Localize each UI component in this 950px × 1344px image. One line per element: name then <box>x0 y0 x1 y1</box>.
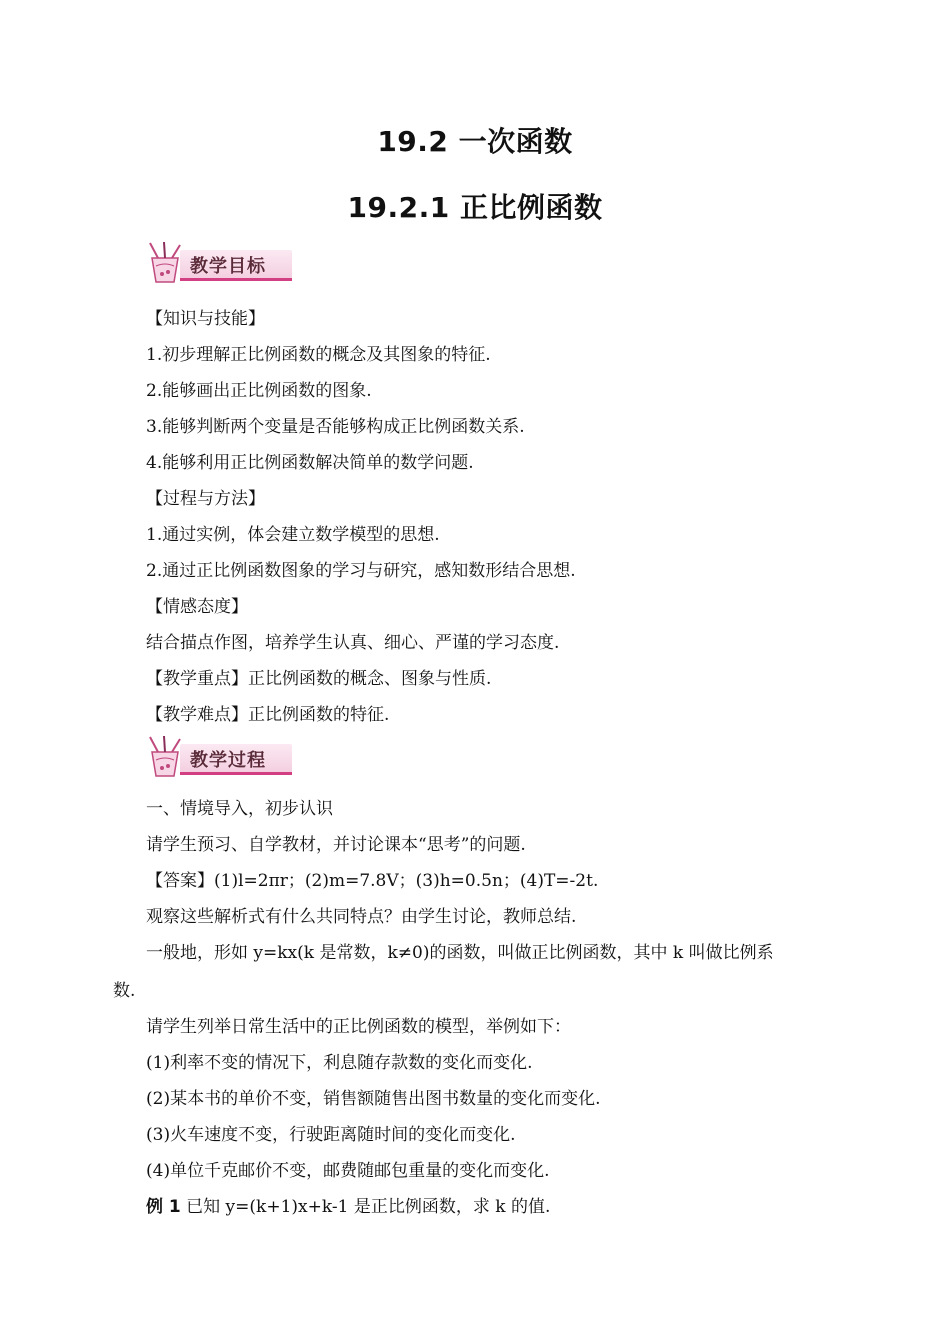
example-1 <box>146 1196 550 1218</box>
example-item: (1)利率不变的情况下，利息随存款数的变化而变化. <box>146 1053 533 1073</box>
section-title: 19.2.1 正比例函数 <box>347 191 603 224</box>
goal-item: 2.能够画出正比例函数的图象. <box>146 381 372 401</box>
example-item: (3)火车速度不变，行驶距离随时间的变化而变化. <box>146 1125 516 1145</box>
example-item: (4)单位千克邮价不变，邮费随邮包重量的变化而变化. <box>146 1161 550 1181</box>
definition-paragraph-cont: 数. <box>113 981 136 1001</box>
goal-item: 结合描点作图，培养学生认真、细心、严谨的学习态度. <box>146 633 560 653</box>
example-label: 例 1 <box>146 1197 181 1217</box>
teaching-process-label: 教学过程 <box>190 750 266 771</box>
example-item: (2)某本书的单价不变，销售额随售出图书数量的变化而变化. <box>146 1089 601 1109</box>
key-point: 【教学重点】正比例函数的概念、图象与性质. <box>146 669 492 689</box>
teaching-goals-badge <box>142 240 294 286</box>
emotion-heading: 【情感态度】 <box>146 597 248 617</box>
teaching-process-badge <box>142 734 294 780</box>
teaching-goals-label: 教学目标 <box>190 256 266 277</box>
paragraph: 请学生预习、自学教材，并讨论课本“思考”的问题. <box>146 835 526 855</box>
goal-item: 1.初步理解正比例函数的概念及其图象的特征. <box>146 345 491 365</box>
answer-paragraph: 【答案】(1)l=2πr；(2)m=7.8V；(3)h=0.5n；(4)T=-2t. <box>146 871 599 891</box>
paragraph: 观察这些解析式有什么共同特点？由学生讨论，教师总结. <box>146 907 577 927</box>
paragraph: 请学生列举日常生活中的正比例函数的模型，举例如下： <box>146 1017 571 1037</box>
goal-item: 1.通过实例，体会建立数学模型的思想. <box>146 525 440 545</box>
pencil-cup-icon <box>142 734 190 780</box>
goal-item: 2.通过正比例函数图象的学习与研究，感知数形结合思想. <box>146 561 576 581</box>
process-method-heading: 【过程与方法】 <box>146 489 265 509</box>
difficulty-point: 【教学难点】正比例函数的特征. <box>146 705 390 725</box>
goal-item: 4.能够利用正比例函数解决简单的数学问题. <box>146 453 474 473</box>
pencil-cup-icon <box>142 240 190 286</box>
lesson-title: 19.2 一次函数 <box>377 125 573 158</box>
goal-item: 3.能够判断两个变量是否能够构成正比例函数关系. <box>146 417 525 437</box>
definition-paragraph: 一般地，形如 y=kx(k 是常数，k≠0)的函数，叫做正比例函数，其中 k 叫做比例系 <box>146 943 774 963</box>
example-text: 已知 y=(k+1)x+k-1 是正比例函数，求 k 的值. <box>180 1197 551 1217</box>
section-heading: 一、情境导入，初步认识 <box>146 799 333 819</box>
knowledge-heading: 【知识与技能】 <box>146 309 265 329</box>
